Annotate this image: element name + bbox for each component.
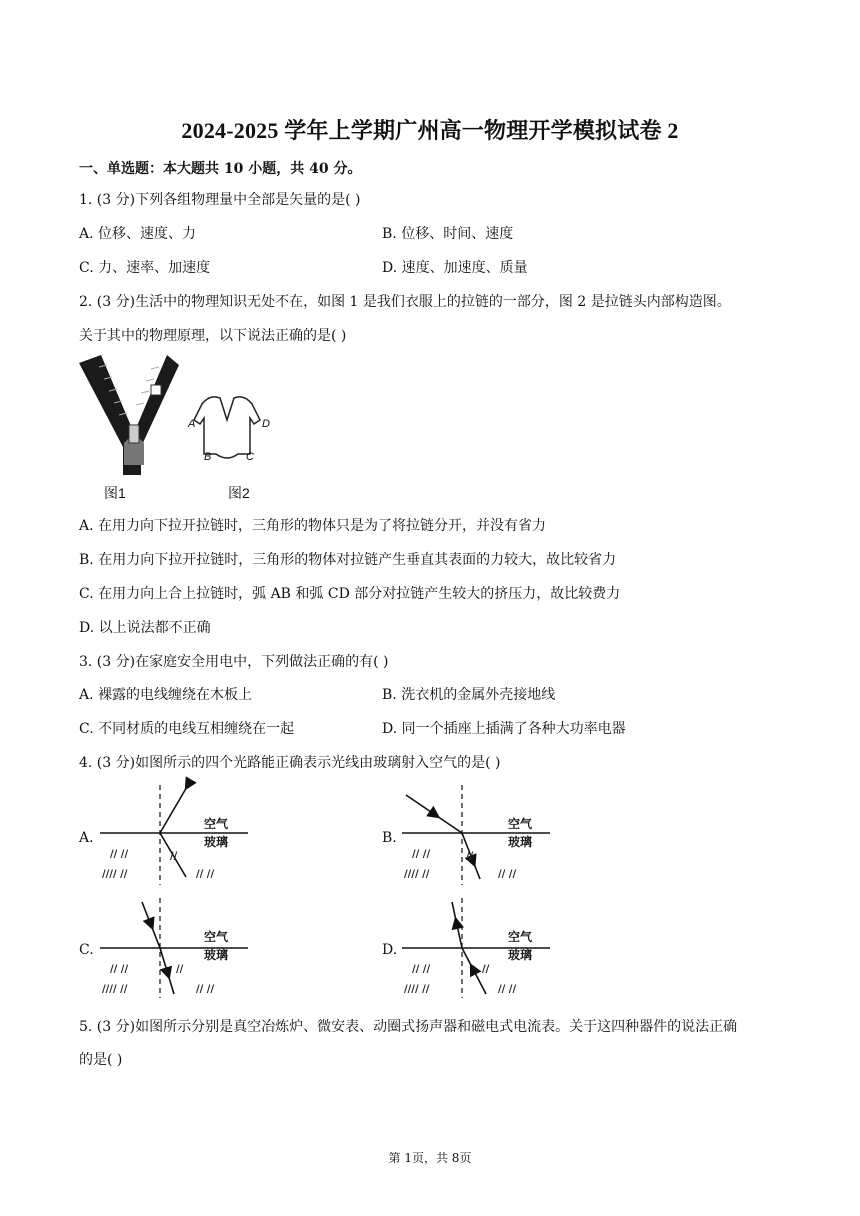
question-5-stem-line1: 5. (3 分)如图所示分别是真空冶炼炉、微安表、动圈式扬声器和磁电式电流表。关于这四种器件的说法正确: [79, 1019, 738, 1035]
page-footer: 第 1页，共 8页: [388, 1151, 472, 1165]
glass-label-c: 玻璃: [204, 948, 229, 962]
svg-text://// //: //// //: [102, 869, 128, 880]
svg-text://: //: [466, 851, 474, 862]
question-3-option-c: C. 不同材质的电线互相缠绕在一起: [79, 721, 295, 737]
figure-1-caption: 图1: [104, 485, 126, 501]
question-4-option-c-label: C.: [79, 942, 94, 958]
question-1-option-b: B. 位移、时间、速度: [382, 226, 514, 242]
question-4-option-a-label: A.: [79, 830, 94, 846]
glass-label-d: 玻璃: [508, 948, 533, 962]
glass-label-a: 玻璃: [204, 835, 229, 849]
question-4-option-b-label: B.: [382, 830, 397, 846]
question-5-stem-line2: 的是( ): [79, 1052, 123, 1068]
question-1-option-a: A. 位移、速度、力: [79, 226, 197, 242]
question-3-stem: 3. (3 分)在家庭安全用电中，下列做法正确的有( ): [79, 654, 389, 670]
question-2-option-a: A. 在用力向下拉开拉链时，三角形的物体只是为了将拉链分开，并没有省力: [79, 518, 547, 534]
svg-text:// //: // //: [196, 984, 215, 995]
svg-text:// //: // //: [110, 964, 129, 975]
svg-text://// //: //// //: [102, 984, 128, 995]
question-1-stem: 1. (3 分)下列各组物理量中全部是矢量的是( ): [79, 192, 361, 208]
question-2-option-c: C. 在用力向上合上拉链时，弧 AB 和弧 CD 部分对拉链产生较大的挤压力，故比较费力: [79, 586, 621, 602]
figure-2-caption: 图2: [228, 485, 250, 501]
svg-text:// //: // //: [498, 869, 517, 880]
svg-text://: //: [176, 964, 184, 975]
zipper-head-figure-2: [182, 392, 272, 472]
question-2-stem-line1: 2. (3 分)生活中的物理知识无处不在，如图 1 是我们衣服上的拉链的一部分，图 2 是拉链头内部构造图。: [79, 294, 731, 310]
svg-text://: //: [170, 851, 178, 862]
point-c-label: C: [246, 451, 254, 463]
air-label-d: 空气: [508, 930, 533, 944]
zipper-figure-1: [79, 355, 189, 475]
question-1-option-d: D. 速度、加速度、质量: [382, 260, 528, 276]
svg-text:// //: // //: [196, 869, 215, 880]
point-d-label: D: [262, 418, 270, 430]
section-heading: 一、单选题：本大题共 10 小题，共 40 分。: [79, 161, 362, 177]
svg-text:// //: // //: [412, 964, 431, 975]
glass-label-b: 玻璃: [508, 835, 533, 849]
page-title: 2024-2025 学年上学期广州高一物理开学模拟试卷 2: [181, 118, 679, 143]
air-label-c: 空气: [204, 930, 229, 944]
point-a-label: A: [188, 418, 196, 430]
question-2-option-d: D. 以上说法都不正确: [79, 620, 211, 636]
question-4-stem: 4. (3 分)如图所示的四个光路能正确表示光线由玻璃射入空气的是( ): [79, 755, 501, 771]
question-1-option-c: C. 力、速率、加速度: [79, 260, 211, 276]
svg-text:// //: // //: [110, 849, 129, 860]
question-4-option-d-label: D.: [382, 942, 398, 958]
air-label-b: 空气: [508, 817, 533, 831]
question-3-option-d: D. 同一个插座上插满了各种大功率电器: [382, 721, 626, 737]
svg-text://// //: //// //: [404, 869, 430, 880]
question-3-option-a: A. 裸露的电线缠绕在木板上: [79, 687, 253, 703]
svg-text:// //: // //: [412, 849, 431, 860]
svg-text://: //: [482, 964, 490, 975]
air-label-a: 空气: [204, 817, 229, 831]
point-b-label: B: [204, 451, 212, 463]
svg-text://// //: //// //: [404, 984, 430, 995]
svg-text:// //: // //: [498, 984, 517, 995]
question-2-option-b: B. 在用力向下拉开拉链时，三角形的物体对拉链产生垂直其表面的力较大，故比较省力: [79, 552, 617, 568]
question-2-stem-line2: 关于其中的物理原理，以下说法正确的是( ): [79, 328, 347, 344]
question-3-option-b: B. 洗衣机的金属外壳接地线: [382, 687, 556, 703]
